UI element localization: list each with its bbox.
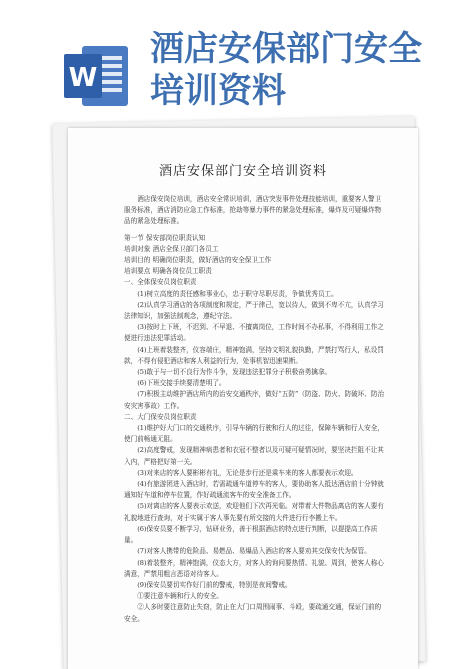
document-paragraph: (4)有旅游团进入酒店时，若需疏通车道停车的客人，要协助客人抵达酒店前十分钟就通知好车道和停车位置，作好疏通流客车的安全准备工作。 bbox=[124, 480, 384, 500]
document-paragraph: (1)树立高度的责任感和事业心，忠于职守尽职尽责，争做优秀员工。 bbox=[137, 289, 338, 298]
document-title: 酒店安保部门安全培训资料 bbox=[158, 164, 327, 179]
word-icon-letter: W bbox=[68, 63, 98, 93]
document-paragraph: (9)保安员要切实作好门前的警戒，特别是夜间警戒。 bbox=[137, 580, 292, 589]
document-body bbox=[124, 194, 386, 625]
document-paragraph: 培训目的 明确岗位职责，做好酒店的安全保卫工作 bbox=[124, 256, 272, 265]
banner-title-line1: 酒店安保部门安全 bbox=[150, 29, 422, 69]
document-paragraph: 培训要点 明确各岗位员工职责 bbox=[124, 267, 212, 276]
document-paragraph: ①要注意车辆和行人的安全。 bbox=[137, 592, 223, 601]
document-paragraph: (8)着装整齐，精神饱满，仪态大方，对客人的询问要热情、礼貌、周到，使客人称心满意，严禁用粗言恶语对待客人。 bbox=[124, 558, 384, 578]
word-document-icon bbox=[62, 42, 132, 110]
document-paragraph: 二、大门保安员岗位职责 bbox=[124, 412, 197, 421]
document-paragraph: (6)下班交接手续要清楚明了。 bbox=[137, 379, 226, 388]
document-paragraph: (4)上班着装整齐，仪容端庄，精神饱满，坚持文明礼貌执勤，严禁打骂行人，私设罚款，不得有侵犯酒店和客人利益的行为，处事机智迅速果断。 bbox=[124, 345, 384, 365]
document-paragraph: (3)按时上下班，不迟到、不早退、不擅离岗位，工作时间不办私事，不得利用工作之便进行违法犯罪活动。 bbox=[124, 323, 384, 343]
document-paragraph: ②人多时要注意防止失窃，防止在大门口周围闹事、斗殴，要疏通交通，保证门前的安全。 bbox=[124, 603, 382, 623]
document-paragraph: (5)对离店的客人要表示欢送，欢迎他们下次再光临。对带着大件物品离店的客人要有礼貌地进行查询，对于实属于客人事先要有所交接的大件进行行李搬上车。 bbox=[124, 502, 384, 522]
document-paragraph: 一、全体保安员岗位职责 bbox=[124, 278, 197, 287]
banner bbox=[0, 0, 474, 128]
document-page bbox=[68, 128, 418, 669]
document-paragraph: (1)维护好大门口的交通秩序，引导车辆的行驶和行人的过往，保障车辆和行人安全，使门前畅通无阻。 bbox=[124, 424, 384, 444]
document-paragraph: (2)认真学习酒店的各项制度和规定，严于律己，宽以待人，做到不卑不亢，认真学习法律知识，加强法制观念，遵纪守法。 bbox=[124, 300, 384, 321]
banner-title-line2: 培训资料 bbox=[150, 71, 286, 111]
document-paragraph: 第一节 保安部岗位职责认知 bbox=[124, 233, 206, 242]
document-paragraph: (5)敢于与一切不良行为作斗争，发现违法犯罪分子积极奋勇擒拿。 bbox=[137, 368, 332, 377]
document-paragraph: (7)积极主动维护酒店所内的治安交通秩序，做好“五防”（防盗、防火、防破坏、防治安灾害事故）工作。 bbox=[124, 390, 385, 410]
document-paragraph: (6)保安员要不断学习，钻研业务，善于根据酒店的特点进行判断，以提提高工作质量。 bbox=[124, 524, 378, 545]
document-paragraph: 酒店保安岗位培训，酒店安全常识培训，酒店突发事件处理技能培训，重要客人警卫服务标准，酒店消防应急工作标准，抢劫等暴力事件的紧急处理标准，爆炸及可疑爆炸物品的紧急处理标准。 bbox=[124, 195, 382, 226]
document-paragraph: (7)对客人携带的危险品、易燃品、易爆品入酒店的客人要劝其交保安代为保管。 bbox=[137, 547, 371, 556]
document-paragraph: (3)对来店的客人要彬彬有礼，无论是步行还是乘车来的客人都要表示欢迎。 bbox=[137, 468, 358, 477]
document-paragraph: 培训对象 酒店全保卫部门各员工 bbox=[124, 244, 219, 253]
banner-title bbox=[150, 28, 460, 112]
document-paragraph: (2)高度警戒，发现精神病患者和衣冠不整者以及可疑可疑情况时，要坚决拦阻不让其入内，严格把好第一关。 bbox=[124, 446, 384, 466]
